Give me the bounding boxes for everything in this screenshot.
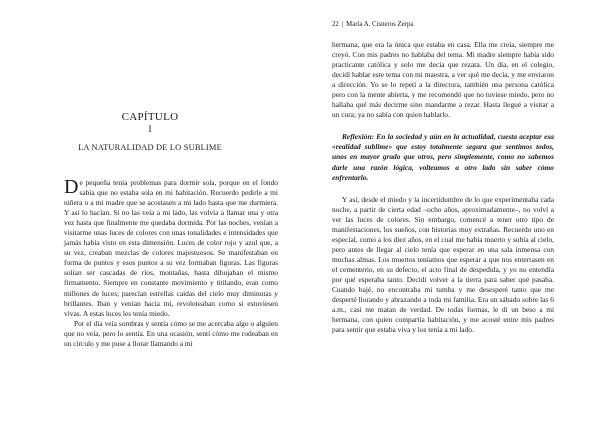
running-head-author: María A. Cisneros Zerpa (346, 21, 414, 28)
chapter-label: CAPÍTULO (121, 111, 179, 123)
left-body-text (64, 178, 278, 349)
running-head-separator: | (341, 21, 344, 28)
drop-cap: D (64, 176, 79, 198)
reflexion-paragraph: Reflexión: En la sociedad y aún en la actualidad, cuesta aceptar esa «realidad sublime» que estoy totalmente segura que sentimos todos, unos en mayor grado que otros, pero simplemente, como no sabemos darle una razón lógica, volteamos a otro lado sin saber cómo enfrentarlo. (332, 132, 554, 182)
right-page (300, 0, 600, 425)
right-paragraph-1: hermana, que era la única que estaba en casa. Ella me creía, siempre me creyó. Con mis padres no hablaba del tema. Mi madre siempre había sido practicante católica y solo me decía que rezara. Un día, en el colegio, decidí hablar este tema con mi maestra, a ver qué me decía, y me enviaron a dirección. Yo se lo repetí a la directora, también una persona católica pero con la mente abierta, y me recomendó que no tuviese miedo, pero no hallaba qué más decirme sino mandarme a rezar. Hasta llegué a visitar a un cura; ya no sabía con quien hablarlo. (332, 40, 554, 120)
left-paragraph-2: Por el día veía sombras y sentía cómo se me acercaba algo o alguien que no veía, pero lo sentía. En una ocasión, sentí cómo me rodeaban en un círculo y me puse a llorar llamando a mi (64, 318, 278, 348)
left-paragraph-1-text: e pequeña tenía problemas para dormir sola, porque en el fondo sabía que no estaba sola en mi habitación. Recuerdo pedirle a mi niñera o a mi madre que se acostasen a mi lado hasta que me durmiera. Y así lo hacían. Si no las veía a mi lado, las volvía a llamar una y otra vez hasta que finalmente me quedaba dormida. Por las noches, venían a visitarme unas luces de colores con unas tonalidades e intensidades que jamás había visto en esta dimensión. Luces de color rojo y azul que, a su vez, creaban mezclas de colores majestuosos. Se manifestaban en forma de puntos y esos puntos a su vez formaban figuras. Las figuras solían ser cascadas de ríos, montañas, hasta dibujaban el mismo firmamento. Siempre en constante movimiento y titilando, eran como millones de luces; parecían estrellas caídas del cielo muy diminutas y brillantes. Iban y venían hacia mí, revoloteaban como si estuviesen vivas. A estas luces les tenía miedo. (64, 178, 278, 318)
running-head (332, 21, 413, 28)
chapter-title: LA NATURALIDAD DE LO SUBLIME (78, 143, 222, 152)
left-paragraph-1 (64, 178, 278, 319)
chapter-number: I (148, 124, 152, 134)
right-paragraph-2: Y así, desde el miedo y la incertidumbre de lo que experimentaba cada noche, a partir de cierta edad –ocho años, aproximadamente–, no volví a ver las luces de colores. Sin embargo, comencé a tener otro tipo de manifestaciones, los sueños, con historias muy extrañas. Recuerdo uno en especial, como a los diez años, en el cual me había muerto y subía al cielo, pero antes de llegar al cielo tenía que esperar en una sala inmensa con muchas almas. Los muertos teníamos que esperar a que nos enterrasen en el cementerio, en su defecto, el acto final de despedida, y yo no entendía por qué esperaba tanto. Decidí volver a la tierra para saber qué pasaba. Cuando bajé, no encontraba mi tumba y me desesperé tanto que me desperté llorando y abrazando a toda mi familia. Era un sábado sobre las 6 a.m., casi me matan de verdad. De todas formas, le di un beso a mi hermana, con quien compartía habitación, y me acosté entre mis padres para sentir que estaba viva y los tenía a mi lado. (332, 194, 554, 335)
page-number: 22 (332, 21, 339, 28)
right-body-text (332, 40, 554, 335)
